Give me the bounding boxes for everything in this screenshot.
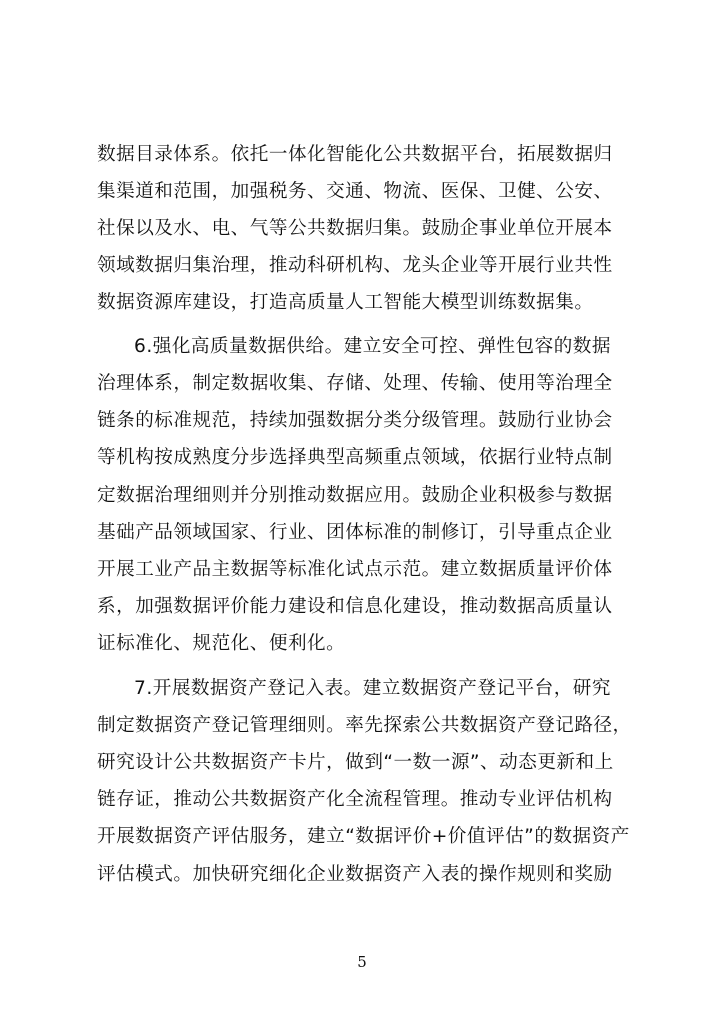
section-7-heading-line: 7.开展数据资产登记入表。建立数据资产登记平台，研究 bbox=[134, 678, 611, 699]
text-line: 制定数据资产登记管理细则。率先探索公共数据资产登记路径， bbox=[97, 715, 632, 736]
text-line: 数据资源库建设，打造高质量人工智能大模型训练数据集。 bbox=[97, 292, 594, 313]
text-line: 链条的标准规范，持续加强数据分类分级管理。鼓励行业协会 bbox=[97, 410, 613, 431]
text-line: 评估模式。加快研究细化企业数据资产入表的操作规则和奖励 bbox=[97, 864, 613, 885]
text-line: 集渠道和范围，加强税务、交通、物流、医保、卫健、公安、 bbox=[97, 181, 613, 202]
page-number: 5 bbox=[357, 953, 367, 971]
text-line: 领域数据归集治理，推动科研机构、龙头企业等开展行业共性 bbox=[97, 255, 613, 276]
text-line: 社保以及水、电、气等公共数据归集。鼓励企事业单位开展本 bbox=[97, 218, 613, 239]
text-line: 定数据治理细则并分别推动数据应用。鼓励企业积极参与数据 bbox=[97, 485, 613, 506]
text-line: 数据目录体系。依托一体化智能化公共数据平台，拓展数据归 bbox=[97, 144, 613, 165]
section-6-heading-line: 6.强化高质量数据供给。建立安全可控、弹性包容的数据 bbox=[134, 336, 611, 357]
text-line: 开展工业产品主数据等标准化试点示范。建立数据质量评价体 bbox=[97, 559, 613, 580]
text-line: 系，加强数据评价能力建设和信息化建设，推动数据高质量认 bbox=[97, 596, 613, 617]
text-line: 研究设计公共数据资产卡片，做到“一数一源”、动态更新和上 bbox=[97, 752, 614, 773]
text-line: 治理体系，制定数据收集、存储、处理、传输、使用等治理全 bbox=[97, 373, 613, 394]
text-line: 链存证，推动公共数据资产化全流程管理。推动专业评估机构 bbox=[97, 789, 613, 810]
text-line: 证标准化、规范化、便利化。 bbox=[97, 633, 346, 654]
text-line: 开展数据资产评估服务，建立“数据评价+价值评估”的数据资产 bbox=[97, 826, 630, 847]
text-line: 基础产品领域国家、行业、团体标准的制修订，引导重点企业 bbox=[97, 522, 613, 543]
text-line: 等机构按成熟度分步选择典型高频重点领域，依据行业特点制 bbox=[97, 447, 613, 468]
